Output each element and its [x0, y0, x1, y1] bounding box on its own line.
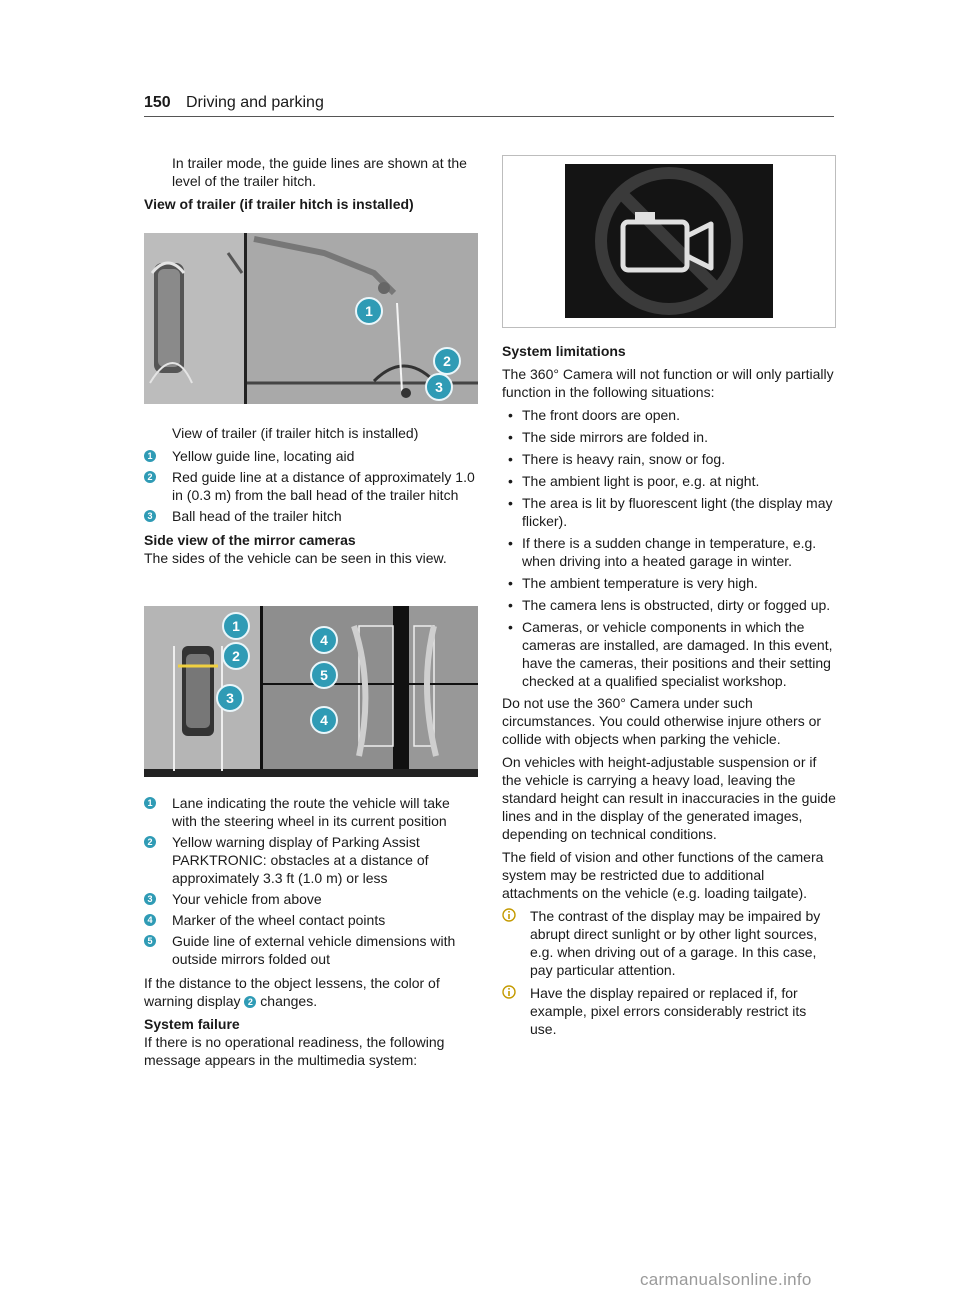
mirror-callout-3: 3: [216, 684, 244, 712]
distance-text-b: changes.: [260, 993, 318, 1009]
paragraph-3: The field of vision and other functions of the camera system may be restricted due to additional attachments on the vehicle (e.g. loading tailgate).: [502, 849, 824, 901]
number-badge: 1: [144, 797, 156, 809]
mirror-callout-4a: 4: [310, 626, 338, 654]
number-badge: 2: [144, 471, 156, 483]
paragraph-2: On vehicles with height-adjustable suspension or if the vehicle is carrying a heavy load, leaving the standard height can result in inaccuracies in the guide lines and in the display of the generated images, depending on technical conditions.: [502, 754, 836, 842]
limits-heading: System limitations: [502, 343, 626, 359]
number-badge: 1: [144, 450, 156, 462]
distance-text: [144, 974, 478, 1010]
trailer-item-2: [144, 468, 478, 504]
limit-item: • The area is lit by fluorescent light (the display may flicker).: [502, 494, 836, 530]
camera-off-figure: [502, 155, 836, 328]
camera-off-icon: [565, 164, 773, 318]
trailer-item-text: Red guide line at a distance of approximately 1.0 in (0.3 m) from the ball head of the trailer hitch: [172, 469, 475, 503]
note-text: Have the display repaired or replaced if, for example, pixel errors considerably restrict its use.: [530, 985, 807, 1037]
limit-item: • There is heavy rain, snow or fog.: [502, 450, 836, 468]
mirror-item-text: Yellow warning display of Parking Assist PARKTRONIC: obstacles at a distance of approximately 3.3 ft (1.0 m) or less: [172, 834, 429, 886]
left-column-mid: [144, 424, 478, 572]
mirror-item-text: Marker of the wheel contact points: [172, 912, 386, 928]
note-2: [502, 984, 836, 1038]
info-icon: [502, 985, 516, 999]
limits-intro: The 360° Camera will not function or will only partially function in the following situations:: [502, 366, 834, 400]
left-column-bottom: [144, 794, 478, 1074]
trailer-callout-1: 1: [355, 297, 383, 325]
mirror-item-3: [144, 890, 478, 908]
paragraph-1: Do not use the 360° Camera under such circumstances. You could otherwise injure others or collide with objects when parking the vehicle.: [502, 695, 822, 747]
note-1: [502, 907, 836, 979]
mirror-callout-1: 1: [222, 612, 250, 640]
mirror-item-text: Lane indicating the route the vehicle will take with the steering wheel in its current position: [172, 795, 450, 829]
mirror-item-2: [144, 833, 478, 887]
trailer-heading: View of trailer (if trailer hitch is installed): [144, 196, 414, 212]
watermark: carmanualsonline.info: [640, 1270, 812, 1289]
mirror-item-4: [144, 911, 478, 929]
limit-item: • The front doors are open.: [502, 406, 836, 424]
mirror-item-5: [144, 932, 478, 968]
info-icon: [502, 908, 516, 922]
limit-item: • If there is a sudden change in temperature, e.g. when driving into a heated garage in winter.: [502, 534, 836, 570]
trailer-item-1: [144, 447, 478, 465]
limit-item: • The side mirrors are folded in.: [502, 428, 836, 446]
mirror-camera-figure: [144, 606, 478, 777]
mirror-camera-image: [144, 606, 478, 777]
number-badge: 2: [144, 836, 156, 848]
trailer-caption: View of trailer (if trailer hitch is installed): [172, 425, 419, 441]
mirror-callout-2: 2: [222, 642, 250, 670]
mirror-item-text: Your vehicle from above: [172, 891, 322, 907]
mirror-item-text: Guide line of external vehicle dimensions with outside mirrors folded out: [172, 933, 456, 967]
mirror-callout-5: 5: [310, 661, 338, 689]
mirror-heading: Side view of the mirror cameras: [144, 532, 356, 548]
intro-text: In trailer mode, the guide lines are shown at the level of the trailer hitch.: [172, 155, 467, 189]
right-column: [502, 342, 836, 1043]
trailer-callout-3: 3: [425, 373, 453, 401]
limit-item: • The ambient temperature is very high.: [502, 574, 836, 592]
number-badge: 4: [144, 914, 156, 926]
trailer-view-figure: [144, 233, 478, 404]
limit-item: • Cameras, or vehicle components in which the cameras are installed, are damaged. In this event, have the cameras, their positions and their setting checked at a qualified specialist workshop.: [502, 618, 836, 690]
mirror-text: The sides of the vehicle can be seen in this view.: [144, 550, 447, 566]
limit-item: • The ambient light is poor, e.g. at night.: [502, 472, 836, 490]
header-rule: [144, 116, 834, 117]
camera-off-screen: [565, 164, 773, 318]
failure-heading: System failure: [144, 1016, 240, 1032]
distance-text-a: If the distance to the object lessens, the color of warning display: [144, 975, 440, 1009]
page-header: [144, 92, 834, 116]
note-text: The contrast of the display may be impaired by abrupt direct sunlight or by other light sources, e.g. when driving out of a garage. In this case, pay particular attention.: [530, 908, 821, 978]
trailer-item-text: Ball head of the trailer hitch: [172, 508, 342, 524]
number-badge: 2: [244, 996, 256, 1008]
section-title: Driving and parking: [186, 94, 324, 111]
limit-item: • The camera lens is obstructed, dirty or fogged up.: [502, 596, 836, 614]
failure-text: If there is no operational readiness, the following message appears in the multimedia system:: [144, 1034, 445, 1068]
trailer-item-3: [144, 507, 478, 525]
mirror-item-1: [144, 794, 478, 830]
trailer-callout-2: 2: [433, 347, 461, 375]
trailer-item-text: Yellow guide line, locating aid: [172, 448, 355, 464]
number-badge: 3: [144, 510, 156, 522]
mirror-callout-4b: 4: [310, 706, 338, 734]
number-badge: 5: [144, 935, 156, 947]
page-number: 150: [144, 94, 171, 111]
left-column-top: [144, 154, 478, 218]
number-badge: 3: [144, 893, 156, 905]
